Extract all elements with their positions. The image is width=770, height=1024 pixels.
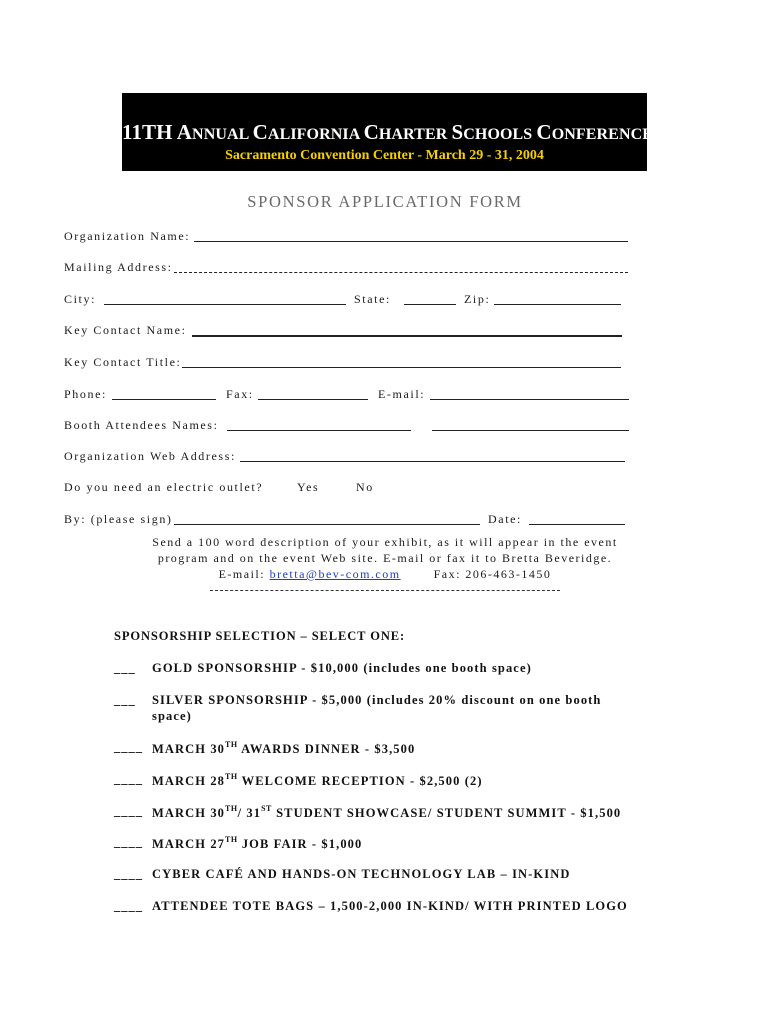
contact-title-field[interactable] xyxy=(182,367,621,368)
fax-label: Fax: xyxy=(226,387,254,401)
zip-label: Zip: xyxy=(464,292,491,306)
divider xyxy=(210,590,560,591)
email-field[interactable] xyxy=(430,399,629,400)
org-name-field[interactable] xyxy=(194,241,628,242)
note-email-prefix: E-mail: xyxy=(218,567,270,581)
selection-heading: SPONSORSHIP SELECTION – SELECT ONE: xyxy=(114,629,406,643)
zip-field[interactable] xyxy=(494,304,621,305)
attendees-field-1[interactable] xyxy=(227,430,411,431)
option-blank[interactable]: ____ xyxy=(114,740,143,754)
conference-banner xyxy=(122,93,654,171)
option-label: GOLD SPONSORSHIP - $10,000 (includes one booth space) xyxy=(152,661,532,675)
note-line-1: Send a 100 word description of your exhibit, as it will appear in the event xyxy=(152,535,618,549)
org-name-label: Organization Name: xyxy=(64,229,191,243)
date-field[interactable] xyxy=(529,524,625,525)
state-label: State: xyxy=(354,292,391,306)
contact-title-label: Key Contact Title: xyxy=(64,355,182,369)
option-blank[interactable]: ____ xyxy=(114,867,143,881)
option-label-continued: space) xyxy=(152,709,192,723)
option-cyber-cafe[interactable] xyxy=(114,867,571,882)
outlet-row xyxy=(64,480,634,496)
option-silver[interactable] xyxy=(114,693,602,723)
outlet-question: Do you need an electric outlet? xyxy=(64,480,264,494)
contact-name-label: Key Contact Name: xyxy=(64,323,187,337)
phone-row xyxy=(64,387,634,403)
option-label: MARCH 28TH WELCOME RECEPTION - $2,500 (2) xyxy=(152,772,483,788)
option-blank[interactable]: ____ xyxy=(114,835,143,849)
signature-field[interactable] xyxy=(174,524,480,525)
option-label: CYBER CAFÉ AND HANDS-ON TECHNOLOGY LAB – IN-KIND xyxy=(152,867,571,881)
state-field[interactable] xyxy=(404,304,456,305)
attendees-row xyxy=(64,418,634,434)
contact-title-row xyxy=(64,355,634,371)
option-blank[interactable]: ___ xyxy=(114,693,136,707)
contact-name-row xyxy=(64,323,634,339)
web-label: Organization Web Address: xyxy=(64,449,236,463)
contact-name-field[interactable] xyxy=(192,335,622,337)
option-gold[interactable] xyxy=(114,661,532,676)
option-blank[interactable]: ___ xyxy=(114,661,136,675)
conference-title: 11TH ANNUAL CALIFORNIA CHARTER SCHOOLS CONFERENCE xyxy=(122,120,654,144)
email-label: E-mail: xyxy=(378,387,426,401)
option-blank[interactable]: ____ xyxy=(114,899,143,913)
web-field[interactable] xyxy=(240,461,625,462)
option-label: MARCH 30TH AWARDS DINNER - $3,500 xyxy=(152,740,416,756)
fax-field[interactable] xyxy=(258,399,368,400)
note-fax: Fax: 206-463-1450 xyxy=(433,567,552,581)
city-row xyxy=(64,292,634,308)
org-name-row xyxy=(64,229,634,245)
city-field[interactable] xyxy=(104,304,346,305)
city-label: City: xyxy=(64,292,97,306)
option-label: MARCH 27TH JOB FAIR - $1,000 xyxy=(152,835,363,851)
option-welcome-reception[interactable] xyxy=(114,772,483,788)
option-awards-dinner[interactable] xyxy=(114,740,416,756)
note-line-2: program and on the event Web site. E-mail or fax it to Bretta Beveridge. xyxy=(157,551,613,565)
option-tote-bags[interactable] xyxy=(114,899,628,914)
email-link[interactable]: bretta@bev-com.com xyxy=(269,567,401,581)
conference-subtitle: Sacramento Convention Center - March 29 - 31, 2004 xyxy=(225,148,544,163)
signature-row xyxy=(64,512,634,528)
option-blank[interactable]: ____ xyxy=(114,804,143,818)
option-label: MARCH 30TH/ 31ST STUDENT SHOWCASE/ STUDENT SUMMIT - $1,500 xyxy=(152,804,622,820)
attendees-field-2[interactable] xyxy=(432,430,629,431)
attendees-label: Booth Attendees Names: xyxy=(64,418,219,432)
option-label: SILVER SPONSORSHIP - $5,000 (includes 20% discount on one booth xyxy=(152,693,602,707)
mailing-row xyxy=(64,260,634,276)
option-blank[interactable]: ____ xyxy=(114,772,143,786)
outlet-yes-option[interactable]: Yes xyxy=(297,480,320,494)
option-job-fair[interactable] xyxy=(114,835,363,851)
mailing-label: Mailing Address: xyxy=(64,260,173,274)
note-contact-line xyxy=(0,567,770,582)
mailing-field[interactable] xyxy=(174,272,628,273)
signature-label: By: (please sign) xyxy=(64,512,173,526)
web-row xyxy=(64,449,634,465)
option-label: ATTENDEE TOTE BAGS – 1,500-2,000 IN-KIND/ WITH PRINTED LOGO xyxy=(152,899,628,913)
form-heading: SPONSOR APPLICATION FORM xyxy=(247,192,523,211)
outlet-no-option[interactable]: No xyxy=(356,480,374,494)
phone-label: Phone: xyxy=(64,387,107,401)
phone-field[interactable] xyxy=(112,399,216,400)
date-label: Date: xyxy=(488,512,522,526)
option-student-showcase[interactable] xyxy=(114,804,622,820)
